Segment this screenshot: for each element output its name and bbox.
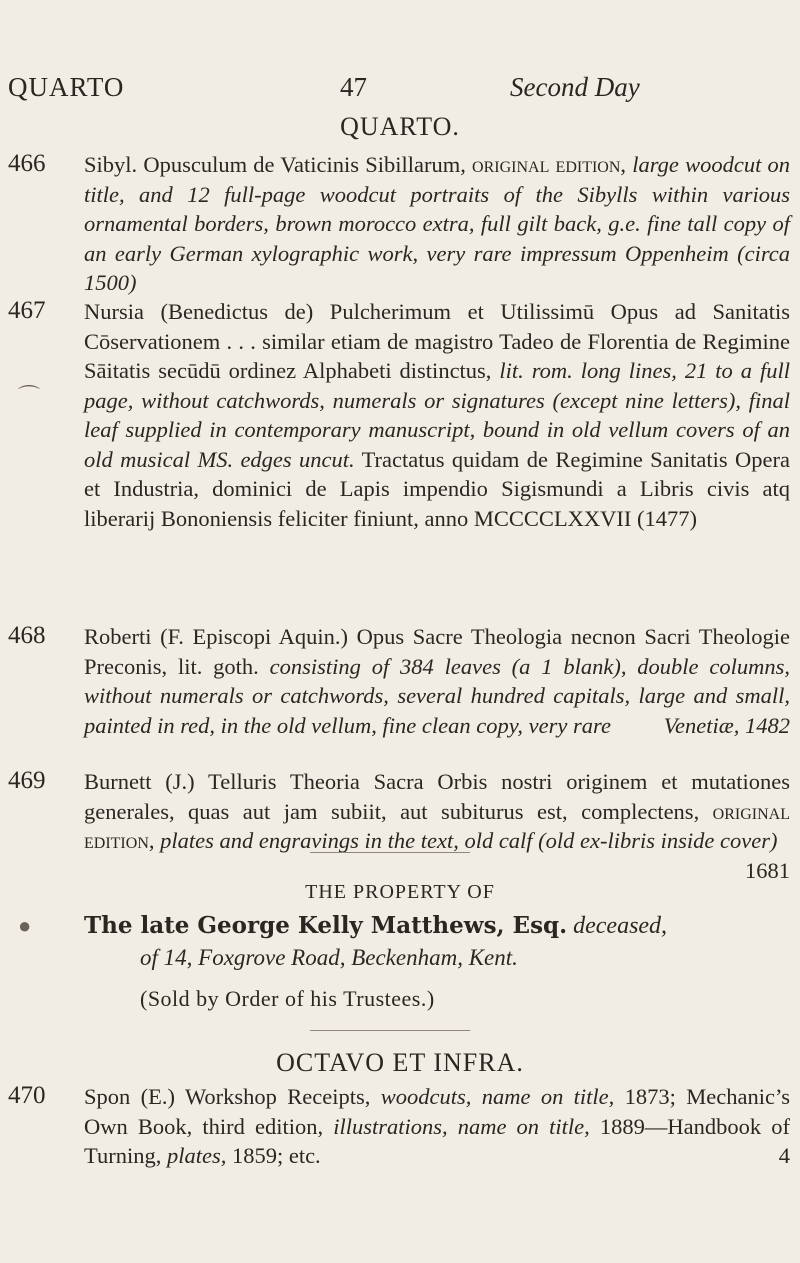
lot-number: 469 [8,767,46,794]
lot-description: Burnett (J.) Telluris Theoria Sacra Orbis nostri originem et mutationes generales, quas aut jam subiit, aut subiturus est, complectens, original edition, plates and engravings in the text, old calf (old ex-libris inside cover) 1681 [84,769,790,883]
owner-status: deceased, [573,913,668,939]
lot-number: 468 [8,622,46,649]
running-head-right: Second Day [510,72,640,102]
lot-description: Sibyl. Opusculum de Vaticinis Sibillarum, original edition, large woodcut on title, and 12 full-page woodcut portraits of the Sibylls within various ornamental borders, brown morocco extra, full gilt back, g.e. fine tall copy of an early German xylographic work, very rare impressum Oppenheim (circa 1500) [84,152,791,295]
section-title-quarto: QUARTO. [340,112,460,141]
margin-mark-icon: ⌒ [18,384,41,409]
owner-line [84,911,794,941]
owner-name: The late George Kelly Matthews, Esq. [84,912,568,939]
lot-description: Nursia (Benedictus de) Pulcherimum et Utilissimū Opus ad Sanitatis Cōservationem . . . similar etiam de magistro Tadeo de Florentia de Regimine Sāitatis secūdū ordinez Alphabeti distinctus, lit. rom. long lines, 21 to a full page, without catchwords, numerals or signatures (except nine letters), final leaf supplied in contemporary manuscript, bound in old vellum covers of an old musical MS. edges uncut. Tractatus quidam de Regimine Sanitatis Opera et Industria, dominici de Lapis impendio Sigismundi a Libris civis atq liberarij Bononiensis feliciter finiunt, anno MCCCCLXXVII (1477) [84,299,790,531]
property-heading: THE PROPERTY OF [305,881,495,903]
lot-description: Roberti (F. Episcopi Aquin.) Opus Sacre Theologia necnon Sacri Theologie Preconis, lit. goth. consisting of 384 leaves (a 1 blank), double columns, without numerals or catchwords, several hundred capitals, large and small, painted in red, in the old vellum, fine clean copy, very rare Venetiæ, 1482 [84,624,790,738]
sold-note: (Sold by Order of his Trustees.) [140,986,435,1011]
divider [310,852,470,853]
lot-description: Spon (E.) Workshop Receipts, woodcuts, name on title, 1873; Mechanic’s Own Book, third edition, illustrations, name on title, 1889—Handbook of Turning, plates, 1859; etc. 4 [84,1084,790,1168]
lot-number: 467 [8,297,46,324]
running-head-left: QUARTO [8,72,125,102]
page-number: 47 [340,72,367,102]
lot-number: 466 [8,150,46,177]
margin-bullet-icon: ● [18,913,32,938]
divider [310,1030,470,1031]
lot-number: 470 [8,1082,46,1109]
owner-address: of 14, Foxgrove Road, Beckenham, Kent. [140,945,518,970]
section-title-octavo: OCTAVO ET INFRA. [276,1048,524,1077]
